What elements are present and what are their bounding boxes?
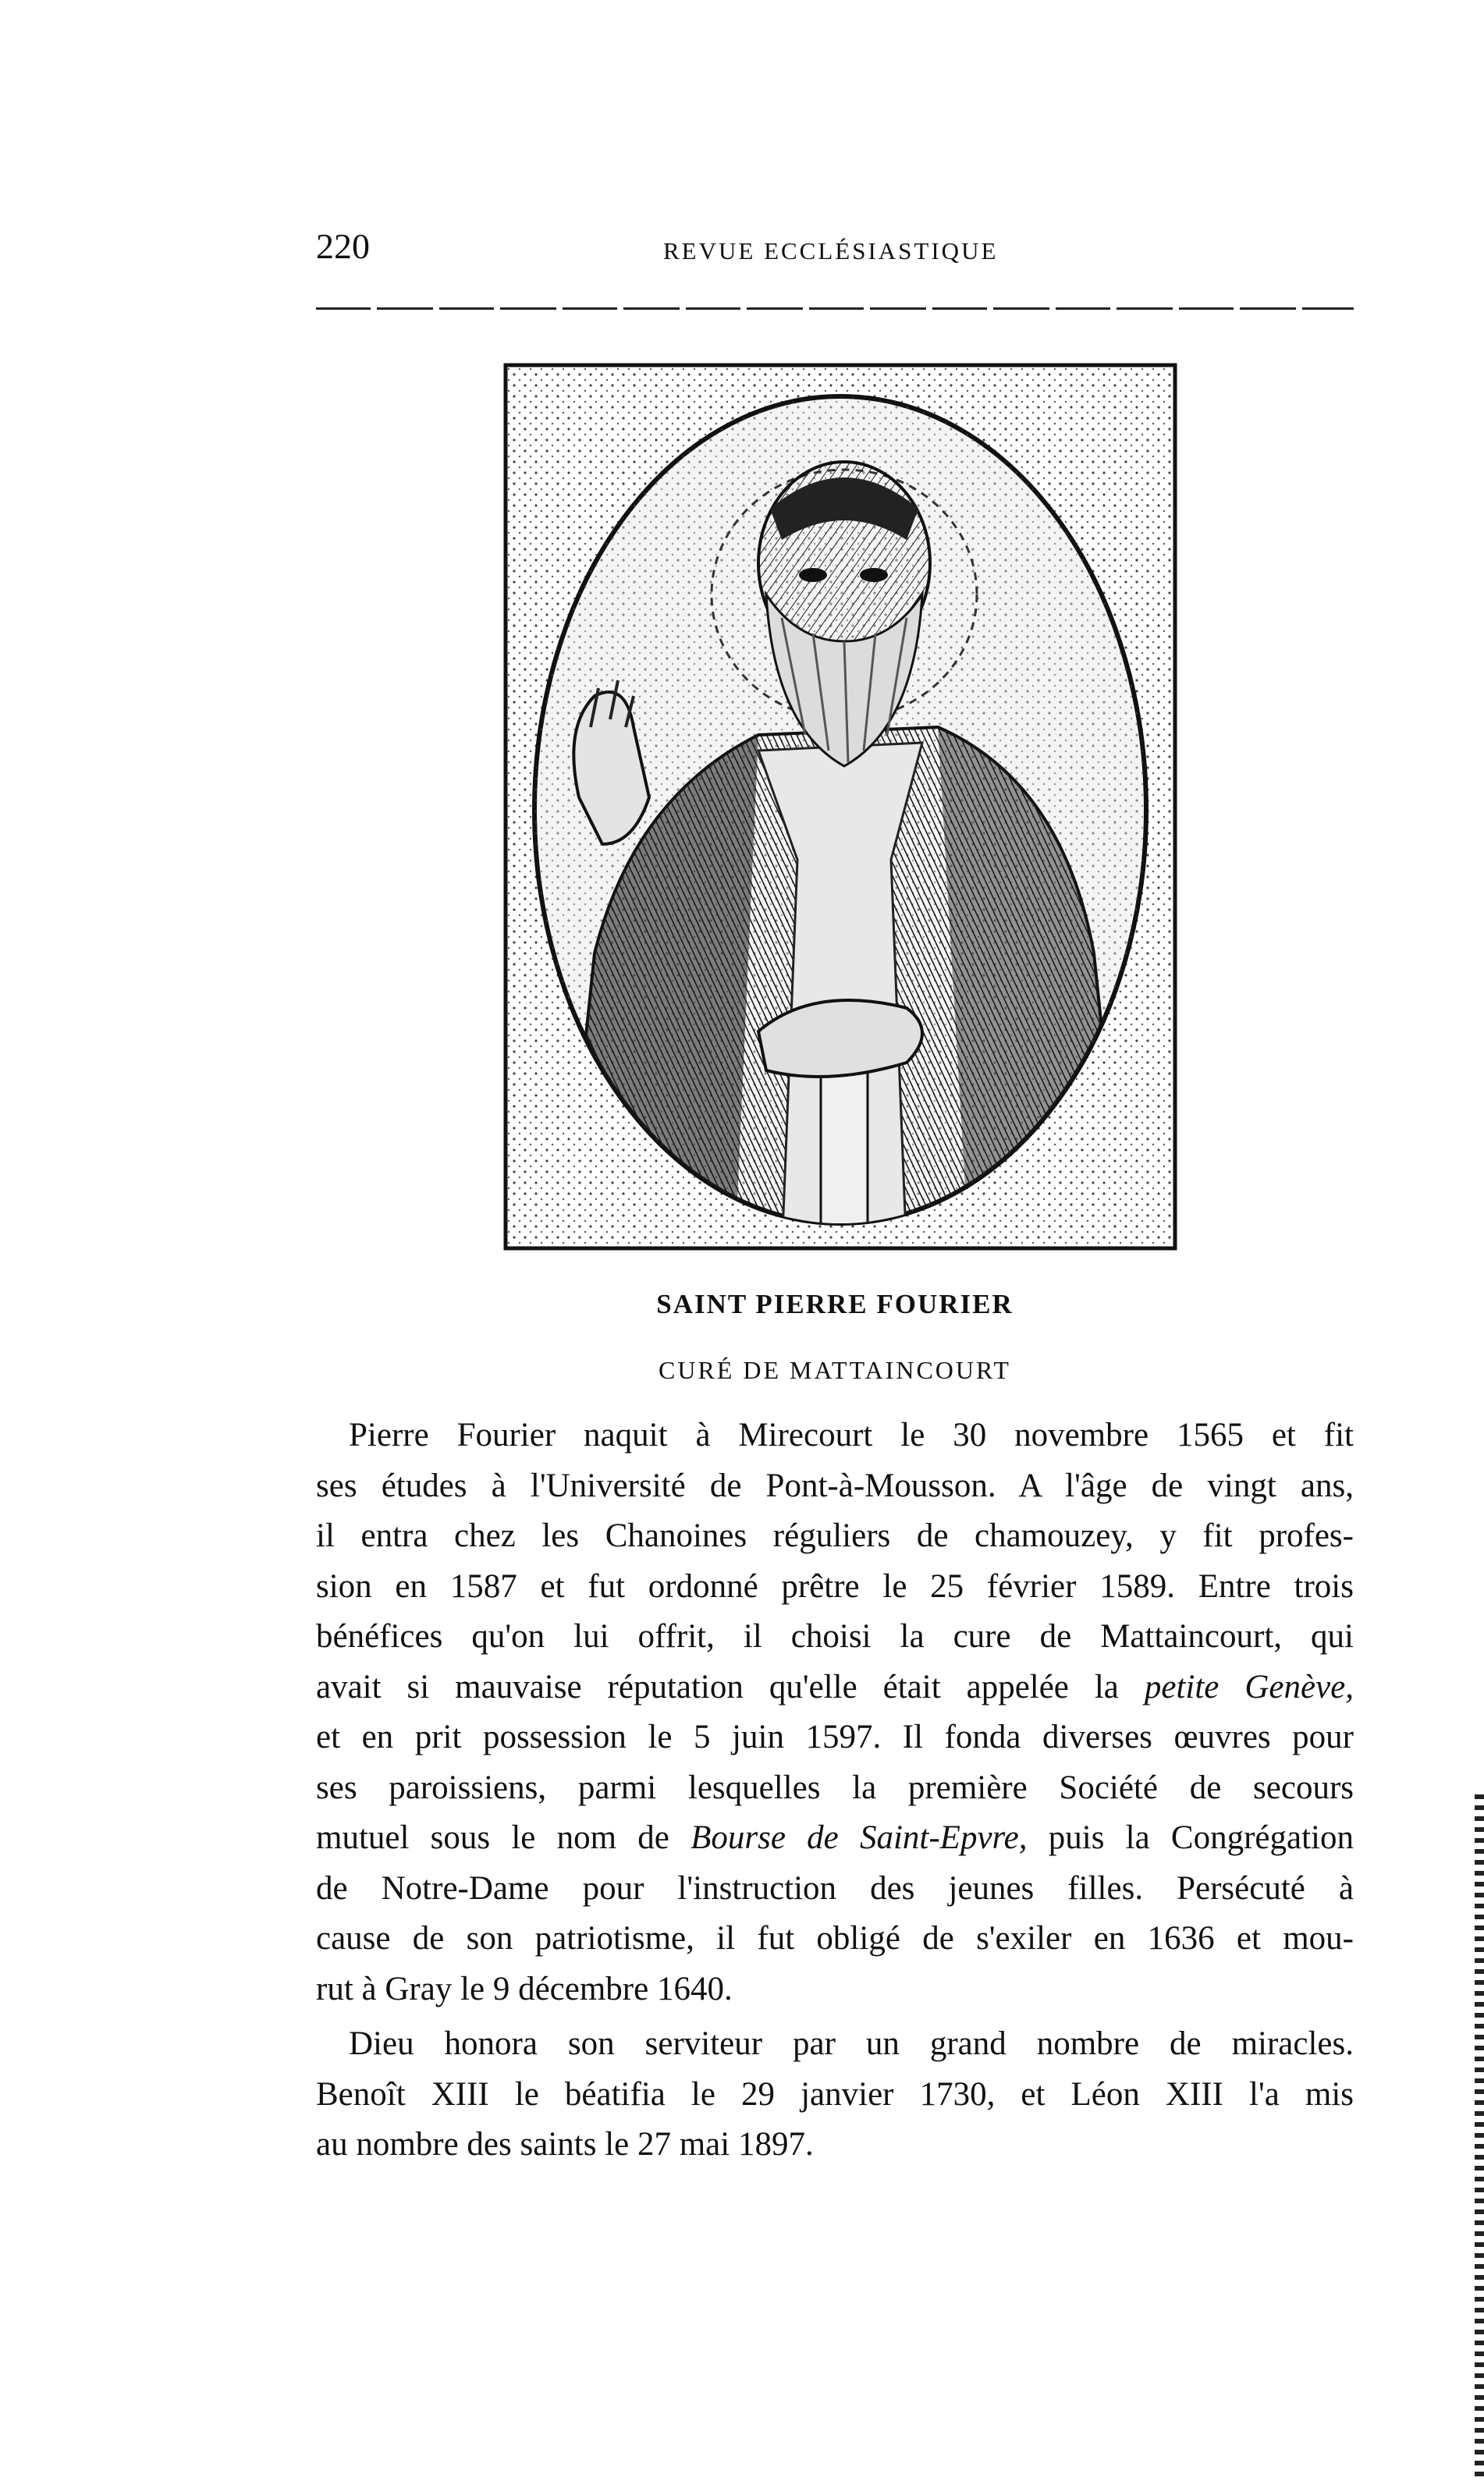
caption-subtitle: CURÉ DE MATTAINCOURT: [659, 1356, 1011, 1384]
text-line: Dieu honora son serviteur par un grand nombre de miracles.: [349, 2025, 1354, 2062]
text-line: sion en 1587 et fut ordonné prêtre le 25 février 1589. Entre trois: [316, 1567, 1354, 1605]
text-segment: puis la Congrégation: [1027, 1819, 1354, 1856]
text-segment: mutuel sous le nom de: [316, 1819, 691, 1856]
text-line: et en prit possession le 5 juin 1597. Il fonda diverses œuvres pour: [316, 1719, 1354, 1755]
paragraph-1: [316, 1411, 1354, 2014]
text-line: [316, 1663, 1354, 1713]
italic-phrase: Bourse de Saint-Epvre,: [691, 1819, 1028, 1856]
page-number: 220: [316, 226, 370, 266]
scan-edge-artifact: [1475, 1794, 1484, 2481]
text-line: bénéfices qu'on lui offrit, il choisi la cure de Mattaincourt, qui: [316, 1618, 1354, 1655]
text-segment: avait si mauvaise réputation qu'elle était appelée la: [316, 1668, 1145, 1705]
text-line: Pierre Fourier naquit à Mirecourt le 30 novembre 1565 et fit: [349, 1417, 1354, 1453]
paragraph-2: [316, 2019, 1354, 2170]
body-text: [316, 1411, 1354, 2170]
text-line: [316, 1813, 1354, 1864]
text-line: rut à Gray le 9 décembre 1640.: [316, 1970, 733, 2007]
text-line: cause de son patriotisme, il fut obligé de s'exiler en 1636 et mou-: [316, 1920, 1354, 1957]
text-line: de Notre-Dame pour l'instruction des jeunes filles. Persécuté à: [316, 1869, 1354, 1907]
italic-phrase: petite Genève,: [1144, 1668, 1354, 1705]
running-head-title: REVUE ECCLÉSIASTIQUE: [663, 237, 999, 264]
portrait-engraving: [501, 360, 1180, 1253]
text-line: ses paroissiens, parmi lesquelles la première Société de secours: [316, 1769, 1354, 1806]
text-line: ses études à l'Université de Pont-à-Mousson. A l'âge de vingt ans,: [316, 1467, 1354, 1504]
running-header: [316, 223, 1354, 270]
header-rule: [316, 307, 1354, 310]
text-line: il entra chez les Chanoines réguliers de chamouzey, y fit profes-: [316, 1517, 1354, 1554]
text-line: au nombre des saints le 27 mai 1897.: [316, 2126, 814, 2163]
text-line: Benoît XIII le béatifia le 29 janvier 1730, et Léon XIII l'a mis: [316, 2075, 1354, 2113]
caption-title: SAINT PIERRE FOURIER: [656, 1289, 1014, 1319]
